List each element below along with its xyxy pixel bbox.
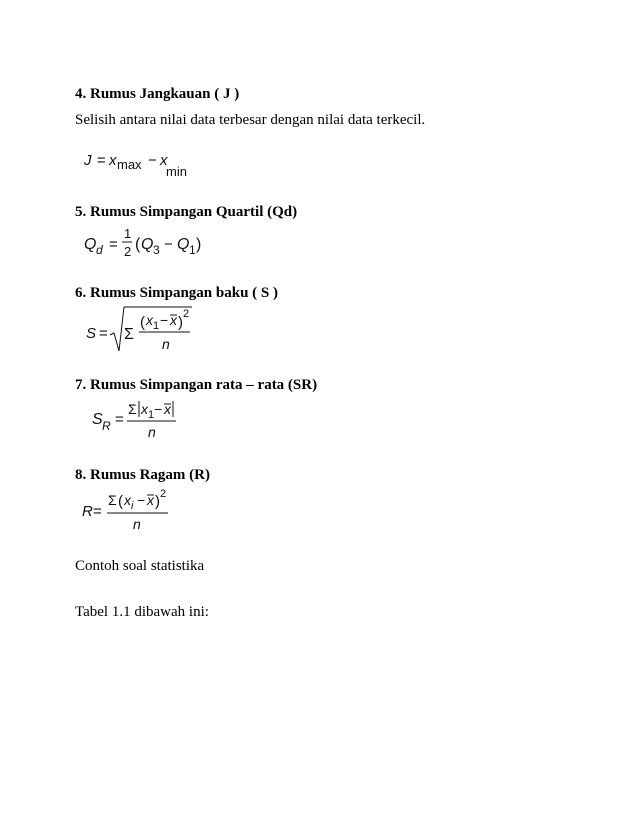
variance-den: n <box>133 516 141 532</box>
std-xi: x <box>146 312 153 328</box>
heading-range: 4. Rumus Jangkauan ( J ) <box>75 86 240 102</box>
std-xi-sub: 1 <box>153 320 160 332</box>
std-eq: = <box>99 325 108 342</box>
quartile-minus: − <box>164 236 173 253</box>
quartile-q3: Q <box>141 236 154 253</box>
range-x2: x <box>160 152 168 169</box>
std-minus: − <box>160 312 169 328</box>
variance-xbar: x <box>147 492 154 508</box>
quartile-den: 2 <box>124 244 132 259</box>
quartile-close: ) <box>196 236 202 253</box>
formula-quartile <box>84 225 224 261</box>
std-sigma: Σ <box>124 326 134 343</box>
quartile-q1: Q <box>177 236 190 253</box>
std-xbar: x <box>170 312 177 328</box>
table-reference: Tabel 1.1 dibawah ini: <box>75 604 209 620</box>
quartile-num: 1 <box>124 226 132 241</box>
mean-dev-minus: − <box>154 401 163 417</box>
mean-dev-lhs: S <box>92 411 103 428</box>
variance-xi-sub: i <box>131 500 134 512</box>
variance-sigma: Σ <box>108 492 117 508</box>
variance-xi: x <box>124 492 131 508</box>
variance-lhs: R <box>82 503 93 520</box>
mean-dev-sigma: Σ <box>128 401 137 417</box>
quartile-open: ( <box>135 236 141 253</box>
mean-dev-xi-sub: 1 <box>148 409 155 421</box>
std-den: n <box>162 336 170 352</box>
mean-dev-xi: x <box>141 401 148 417</box>
std-power: 2 <box>183 308 190 320</box>
range-minus: − <box>148 152 157 169</box>
formula-std <box>86 305 206 357</box>
description-range: Selisih antara nilai data terbesar dengan nilai data terkecil. <box>75 112 426 128</box>
mean-dev-lhs-sub: R <box>102 419 111 433</box>
range-lhs: J <box>84 152 92 169</box>
mean-dev-xbar: x <box>164 401 171 417</box>
example-heading: Contoh soal statistika <box>75 558 205 574</box>
variance-eq: = <box>93 503 102 520</box>
range-eq: = <box>97 152 106 169</box>
range-x2-sub: min <box>166 164 187 179</box>
range-x1: x <box>109 152 117 169</box>
range-x1-sub: max <box>117 157 142 172</box>
heading-quartile: 5. Rumus Simpangan Quartil (Qd) <box>75 204 298 220</box>
quartile-lhs-sub: d <box>96 243 103 257</box>
quartile-q3-sub: 3 <box>153 243 160 257</box>
heading-variance: 8. Rumus Ragam (R) <box>75 467 210 483</box>
std-num-close: ) <box>178 314 183 331</box>
heading-mean-dev: 7. Rumus Simpangan rata – rata (SR) <box>75 377 318 393</box>
heading-std: 6. Rumus Simpangan baku ( S ) <box>75 285 278 301</box>
formula-mean-dev <box>92 397 192 443</box>
mean-dev-den: n <box>148 424 156 440</box>
formula-variance <box>82 488 182 534</box>
variance-minus: − <box>137 492 146 508</box>
std-num-open: ( <box>140 314 145 331</box>
variance-open: ( <box>118 493 123 510</box>
formula-range <box>84 150 214 180</box>
std-lhs: S <box>86 325 97 342</box>
variance-close: ) <box>155 493 160 510</box>
mean-dev-eq: = <box>115 411 124 428</box>
quartile-q1-sub: 1 <box>189 243 196 257</box>
quartile-eq: = <box>109 236 118 253</box>
quartile-lhs: Q <box>84 236 97 253</box>
variance-power: 2 <box>160 488 167 500</box>
